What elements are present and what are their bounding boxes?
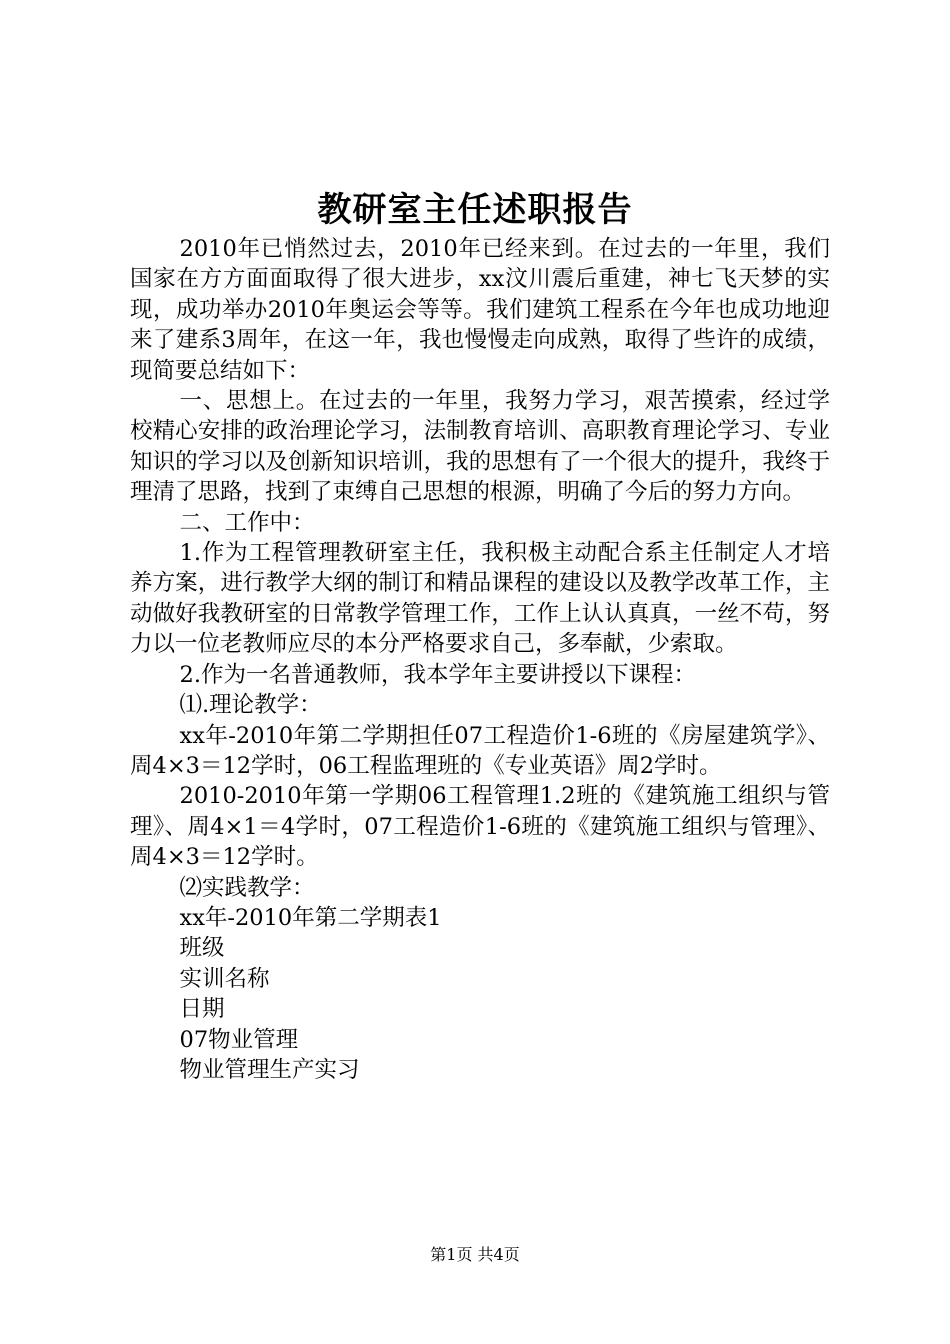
paragraph-theory-2: 2010-2010年第一学期06工程管理1.2班的《建筑施工组织与管理》、周4×1＝4学时，07工程造价1-6班的《建筑施工组织与管理》、周4×3＝12学时。 — [130, 783, 830, 871]
paragraph-work-1: 1.作为工程管理教研室主任，我积极主动配合系主任制定人才培养方案，进行教学大纲的制订和精品课程的建设以及教学改革工作，主动做好我教研室的日常教学管理工作，工作上认认真真，一丝不苟，努力以一位老教师应尽的本分严格要求自己，多奉献，少索取。 — [130, 540, 830, 658]
paragraph-work-heading: 二、工作中： — [179, 509, 315, 536]
paragraph-thought: 一、思想上。在过去的一年里，我努力学习，艰苦摸索，经过学校精心安排的政治理论学习，法制教育培训、高职教育理论学习、专业知识的学习以及创新知识培训，我的思想有了一个很大的提升，我终于理清了思路，找到了束缚自己思想的根源，明确了今后的努力方向。 — [130, 388, 830, 506]
table-header-date: 日期 — [179, 996, 225, 1023]
paragraph-intro: 2010年已悄然过去，2010年已经来到。在过去的一年里，我们国家在方方面面取得了很大进步，xx汶川震后重建，神七飞天梦的实现，成功举办2010年奥运会等等。我们建筑工程系在今年也成功地迎来了建系3周年，在这一年，我也慢慢走向成熟，取得了些许的成绩，现简要总结如下： — [130, 236, 830, 384]
table-header-training-name: 实训名称 — [179, 965, 270, 992]
table-cell-class: 07物业管理 — [179, 1026, 299, 1053]
page-footer: 第1页 共4页 — [430, 1245, 520, 1264]
paragraph-theory-1: xx年-2010年第二学期担任07工程造价1-6班的《房屋建筑学》、周4×3＝12学时，06工程监理班的《专业英语》周2学时。 — [130, 722, 830, 779]
paragraph-table-caption: xx年-2010年第二学期表1 — [179, 904, 442, 931]
document-body — [130, 234, 830, 1085]
document-title: 教研室主任述职报告 — [317, 190, 633, 230]
paragraph-work-2: 2.作为一名普通教师，我本学年主要讲授以下课程： — [179, 661, 696, 688]
paragraph-practice-heading: ⑵实践教学： — [179, 874, 315, 901]
paragraph-theory-heading: ⑴.理论教学： — [179, 692, 322, 719]
table-cell-training-name: 物业管理生产实习 — [179, 1056, 360, 1083]
table-header-class: 班级 — [179, 935, 225, 962]
